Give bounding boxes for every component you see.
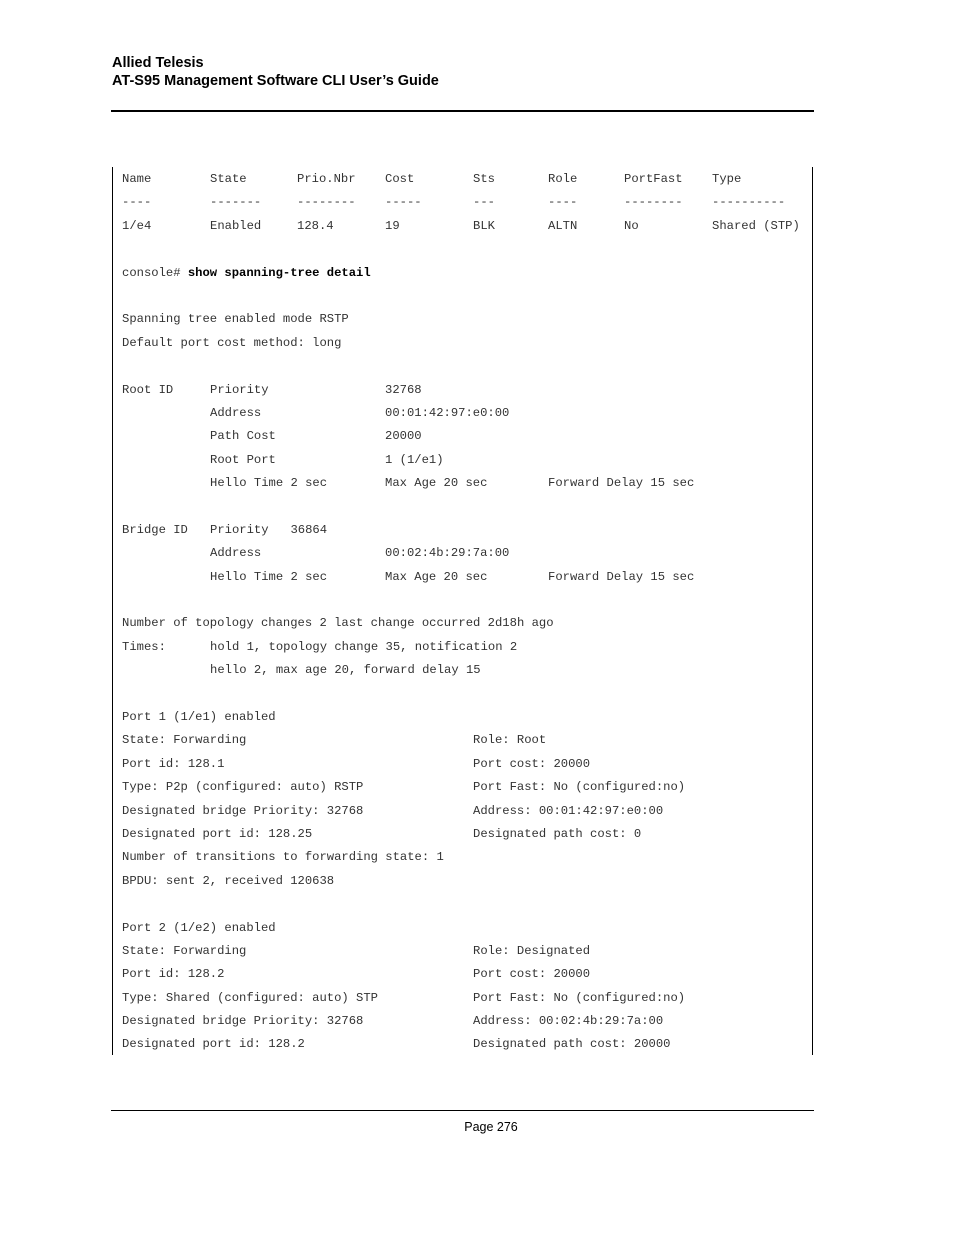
code-cell bbox=[473, 940, 590, 963]
code-text: BPDU: sent 2, received 120638 bbox=[122, 873, 335, 888]
code-text: Name bbox=[122, 172, 152, 186]
code-cell bbox=[210, 168, 247, 191]
code-text: Shared (STP) bbox=[712, 218, 800, 233]
code-cell bbox=[548, 191, 577, 214]
code-cell bbox=[122, 636, 166, 659]
code-cell bbox=[297, 168, 356, 191]
code-cell bbox=[122, 987, 378, 1010]
blank-line bbox=[122, 238, 810, 261]
code-line bbox=[122, 191, 810, 214]
code-cell bbox=[210, 425, 276, 448]
code-cell bbox=[210, 191, 261, 214]
code-text: Default port cost method: long bbox=[122, 335, 342, 350]
code-box-right-border bbox=[812, 167, 813, 1055]
page-header bbox=[112, 54, 439, 90]
code-text: Role bbox=[548, 172, 578, 186]
code-line bbox=[122, 519, 810, 542]
code-text: Bridge ID bbox=[122, 522, 188, 537]
code-cell bbox=[473, 987, 685, 1010]
code-cell bbox=[712, 168, 741, 191]
cli-output-block bbox=[122, 168, 810, 1057]
code-line bbox=[122, 402, 810, 425]
code-cell bbox=[122, 870, 334, 893]
code-text: State bbox=[210, 172, 247, 186]
code-cell bbox=[210, 659, 481, 682]
code-cell bbox=[210, 472, 327, 495]
code-cell bbox=[624, 215, 639, 238]
code-text: hello 2, max age 20, forward delay 15 bbox=[210, 663, 481, 678]
code-cell bbox=[473, 191, 495, 214]
code-text: Times: bbox=[122, 639, 166, 654]
code-cell bbox=[122, 1010, 363, 1033]
code-cell bbox=[385, 542, 509, 565]
code-text: Max Age 20 sec bbox=[385, 476, 488, 491]
code-line bbox=[122, 262, 810, 285]
code-cell bbox=[385, 215, 400, 238]
code-text: Max Age 20 sec bbox=[385, 569, 488, 584]
code-cell bbox=[122, 823, 312, 846]
code-cell bbox=[473, 168, 495, 191]
code-cell bbox=[548, 215, 577, 238]
blank-line bbox=[122, 355, 810, 378]
code-text: Address bbox=[210, 546, 262, 561]
code-cell bbox=[210, 542, 261, 565]
code-cell bbox=[210, 636, 517, 659]
code-cell bbox=[473, 963, 590, 986]
code-cell bbox=[210, 449, 276, 472]
code-cell bbox=[473, 776, 685, 799]
code-line bbox=[122, 729, 810, 752]
code-text: Port cost: 20000 bbox=[473, 756, 591, 771]
code-text: -------- bbox=[297, 195, 356, 210]
code-text: 32768 bbox=[385, 382, 422, 397]
code-cell bbox=[473, 729, 546, 752]
footer-divider bbox=[111, 1110, 814, 1111]
page-number: Page 276 bbox=[464, 1120, 518, 1134]
code-text: Port cost: 20000 bbox=[473, 967, 591, 982]
code-cell bbox=[122, 379, 173, 402]
code-cell bbox=[473, 1010, 663, 1033]
code-text: Forward Delay 15 sec bbox=[548, 569, 695, 584]
code-text: State: Forwarding bbox=[122, 733, 247, 748]
code-line bbox=[122, 846, 810, 869]
page-footer bbox=[0, 1120, 954, 1134]
code-line bbox=[122, 168, 810, 191]
cli-command: show spanning-tree detail bbox=[187, 265, 371, 280]
code-cell bbox=[122, 262, 371, 285]
code-line bbox=[122, 449, 810, 472]
code-text: Prio.Nbr bbox=[297, 172, 356, 186]
code-text: Designated port id: 128.25 bbox=[122, 826, 313, 841]
code-line bbox=[122, 472, 810, 495]
code-cell bbox=[297, 215, 334, 238]
code-cell bbox=[548, 566, 694, 589]
code-line bbox=[122, 1010, 810, 1033]
code-line bbox=[122, 706, 810, 729]
code-text: No bbox=[624, 218, 639, 233]
code-text: 00:02:4b:29:7a:00 bbox=[385, 546, 510, 561]
code-text: console# bbox=[122, 265, 188, 280]
code-text: --- bbox=[473, 195, 495, 210]
code-cell bbox=[210, 215, 261, 238]
code-line bbox=[122, 612, 810, 635]
code-cell bbox=[122, 800, 363, 823]
code-cell bbox=[385, 566, 487, 589]
code-cell bbox=[122, 753, 224, 776]
code-text: Root ID bbox=[122, 382, 174, 397]
header-divider bbox=[111, 110, 814, 112]
code-line bbox=[122, 215, 810, 238]
blank-line bbox=[122, 285, 810, 308]
code-text: Spanning tree enabled mode RSTP bbox=[122, 312, 349, 327]
code-cell bbox=[122, 332, 341, 355]
code-text: Enabled bbox=[210, 218, 262, 233]
code-cell bbox=[122, 191, 151, 214]
code-cell bbox=[122, 963, 224, 986]
code-cell bbox=[548, 168, 577, 191]
code-line bbox=[122, 542, 810, 565]
code-cell bbox=[122, 917, 276, 940]
code-line bbox=[122, 800, 810, 823]
code-text: Port 2 (1/e2) enabled bbox=[122, 920, 276, 935]
code-cell bbox=[385, 449, 444, 472]
code-line bbox=[122, 870, 810, 893]
code-text: BLK bbox=[473, 218, 495, 233]
code-text: State: Forwarding bbox=[122, 943, 247, 958]
code-text: Number of transitions to forwarding state: 1 bbox=[122, 850, 444, 865]
code-cell bbox=[210, 566, 327, 589]
code-cell bbox=[385, 472, 487, 495]
code-text: PortFast bbox=[624, 172, 683, 186]
code-cell bbox=[712, 191, 785, 214]
code-text: Port Fast: No (configured:no) bbox=[473, 990, 686, 1005]
code-text: Address bbox=[210, 405, 262, 420]
code-cell bbox=[122, 729, 246, 752]
code-cell bbox=[624, 191, 683, 214]
code-text: hold 1, topology change 35, notification 2 bbox=[210, 639, 518, 654]
code-cell bbox=[624, 168, 683, 191]
code-text: Type bbox=[712, 172, 742, 186]
code-text: 20000 bbox=[385, 429, 422, 444]
code-text: -------- bbox=[624, 195, 683, 210]
code-cell bbox=[473, 823, 641, 846]
code-text: Designated bridge Priority: 32768 bbox=[122, 803, 364, 818]
code-cell bbox=[385, 168, 414, 191]
code-line bbox=[122, 425, 810, 448]
code-text: 128.4 bbox=[297, 218, 334, 233]
code-text: 19 bbox=[385, 218, 400, 233]
code-line bbox=[122, 566, 810, 589]
code-cell bbox=[473, 1033, 670, 1056]
code-cell bbox=[210, 519, 327, 542]
code-cell bbox=[122, 168, 151, 191]
code-text: ALTN bbox=[548, 218, 578, 233]
code-cell bbox=[122, 308, 349, 331]
code-text: ------- bbox=[210, 195, 262, 210]
code-cell bbox=[122, 1033, 305, 1056]
code-text: 1 (1/e1) bbox=[385, 452, 444, 467]
code-text: ---- bbox=[548, 195, 578, 210]
code-text: Address: 00:02:4b:29:7a:00 bbox=[473, 1014, 664, 1029]
code-line bbox=[122, 940, 810, 963]
code-cell bbox=[122, 519, 188, 542]
code-line bbox=[122, 379, 810, 402]
code-cell bbox=[122, 846, 444, 869]
code-text: Role: Designated bbox=[473, 943, 591, 958]
code-cell bbox=[122, 776, 363, 799]
code-text: Designated port id: 128.2 bbox=[122, 1037, 305, 1052]
code-text: ----- bbox=[385, 195, 422, 210]
code-cell bbox=[122, 612, 554, 635]
code-text: Port id: 128.1 bbox=[122, 756, 225, 771]
code-text: Port Fast: No (configured:no) bbox=[473, 780, 686, 795]
code-text: Sts bbox=[473, 172, 495, 186]
code-text: 1/e4 bbox=[122, 218, 152, 233]
company-name: Allied Telesis bbox=[112, 55, 204, 71]
code-text: Forward Delay 15 sec bbox=[548, 476, 695, 491]
code-line bbox=[122, 1033, 810, 1056]
code-text: Number of topology changes 2 last change occurred 2d18h ago bbox=[122, 616, 554, 631]
code-text: Priority bbox=[210, 382, 269, 397]
code-line bbox=[122, 636, 810, 659]
code-cell bbox=[210, 402, 261, 425]
code-cell bbox=[122, 706, 276, 729]
code-cell bbox=[548, 472, 694, 495]
code-text: Designated path cost: 20000 bbox=[473, 1037, 671, 1052]
code-cell bbox=[385, 402, 509, 425]
code-line bbox=[122, 917, 810, 940]
blank-line bbox=[122, 589, 810, 612]
code-text: Path Cost bbox=[210, 429, 276, 444]
code-text: Type: Shared (configured: auto) STP bbox=[122, 990, 378, 1005]
code-text: ---- bbox=[122, 195, 152, 210]
guide-title: AT-S95 Management Software CLI User’s Guide bbox=[112, 73, 439, 89]
code-line bbox=[122, 776, 810, 799]
code-line bbox=[122, 823, 810, 846]
code-line bbox=[122, 332, 810, 355]
code-line bbox=[122, 659, 810, 682]
code-text: Designated bridge Priority: 32768 bbox=[122, 1014, 364, 1029]
code-line bbox=[122, 987, 810, 1010]
code-text: Priority 36864 bbox=[210, 522, 328, 537]
code-box-left-border bbox=[112, 167, 113, 1055]
code-text: ---------- bbox=[712, 195, 786, 210]
code-text: Hello Time 2 sec bbox=[210, 476, 328, 491]
code-cell bbox=[712, 215, 800, 238]
code-text: Designated path cost: 0 bbox=[473, 826, 642, 841]
code-text: Port id: 128.2 bbox=[122, 967, 225, 982]
blank-line bbox=[122, 893, 810, 916]
code-line bbox=[122, 308, 810, 331]
code-cell bbox=[473, 753, 590, 776]
code-cell bbox=[297, 191, 356, 214]
code-text: Address: 00:01:42:97:e0:00 bbox=[473, 803, 664, 818]
code-text: Type: P2p (configured: auto) RSTP bbox=[122, 780, 364, 795]
code-cell bbox=[385, 379, 422, 402]
code-line bbox=[122, 753, 810, 776]
code-cell bbox=[385, 191, 422, 214]
code-text: 00:01:42:97:e0:00 bbox=[385, 405, 510, 420]
code-line bbox=[122, 963, 810, 986]
code-cell bbox=[210, 379, 269, 402]
code-text: Hello Time 2 sec bbox=[210, 569, 328, 584]
code-text: Role: Root bbox=[473, 733, 547, 748]
code-text: Cost bbox=[385, 172, 415, 186]
code-text: Root Port bbox=[210, 452, 276, 467]
code-cell bbox=[122, 215, 151, 238]
code-text: Port 1 (1/e1) enabled bbox=[122, 709, 276, 724]
code-cell bbox=[385, 425, 422, 448]
code-cell bbox=[473, 215, 495, 238]
blank-line bbox=[122, 683, 810, 706]
code-cell bbox=[473, 800, 663, 823]
blank-line bbox=[122, 495, 810, 518]
code-cell bbox=[122, 940, 246, 963]
